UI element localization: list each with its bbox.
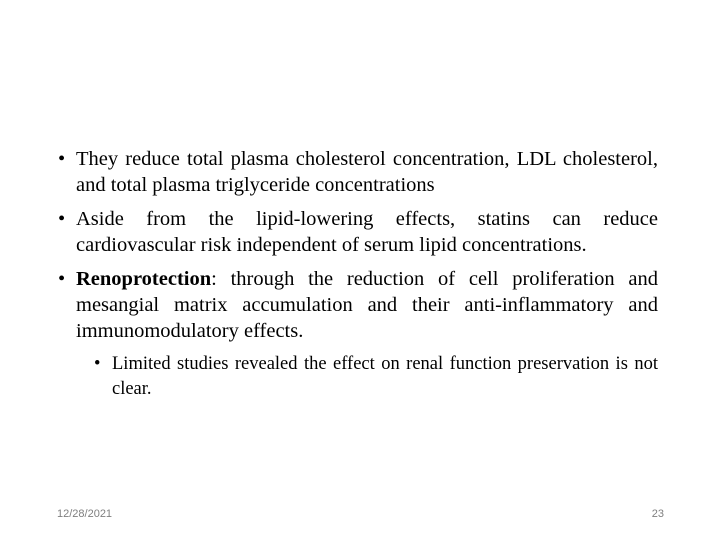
bullet-item-lipid-reduction (58, 146, 658, 198)
bullet-body: They reduce total plasma cholesterol concentration, LDL cholesterol, and total plasma triglyceride concentrations (76, 148, 658, 196)
bullet-glyph: • (58, 148, 66, 170)
bullet-text (76, 146, 658, 198)
bullet-body: : through the reduction of cell proliferation and mesangial matrix accumulation and their anti-inflammatory and immunomodulatory effects. (76, 268, 658, 342)
bullet-glyph: • (58, 208, 66, 230)
bullet-text (76, 266, 658, 344)
footer-date: 12/28/2021 (57, 508, 113, 520)
bullet-body: Limited studies revealed the effect on renal function preservation is not clear. (112, 354, 658, 399)
bullet-term: Renoprotection (76, 268, 212, 290)
bullet-item-cardiovascular-risk (58, 206, 658, 258)
bullet-glyph: • (94, 354, 101, 374)
bullet-text (76, 206, 658, 258)
page-number: 23 (651, 508, 664, 520)
bullet-glyph: • (58, 268, 66, 290)
bullet-body: Aside from the lipid-lowering effects, statins can reduce cardiovascular risk independent of serum lipid concentrations. (76, 208, 658, 256)
bullet-list (58, 146, 658, 410)
bullet-item-renoprotection (58, 266, 658, 344)
sub-bullet-item-renal-function (94, 352, 658, 402)
